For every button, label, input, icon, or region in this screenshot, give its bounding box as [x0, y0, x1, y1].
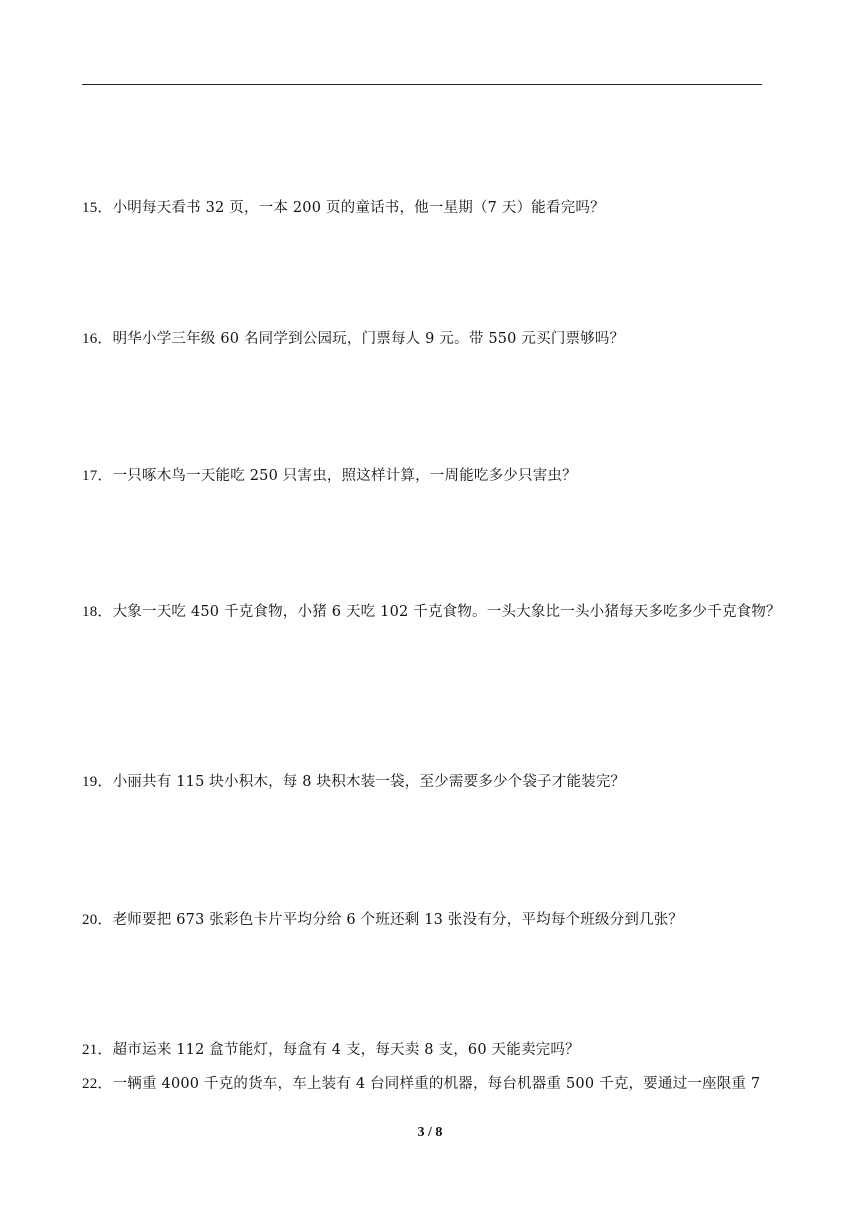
header-rule — [82, 84, 762, 85]
question-number: 16． — [82, 331, 113, 347]
question-17 — [82, 460, 782, 492]
question-text: 小丽共有 115 块小积木，每 8 块积木装一袋，至少需要多少个袋子才能装完？ — [112, 774, 626, 790]
question-number: 18． — [82, 604, 113, 620]
question-16 — [82, 323, 782, 355]
question-text: 明华小学三年级 60 名同学到公园玩，门票每人 9 元。带 550 元买门票够吗？ — [112, 331, 625, 347]
question-number: 22． — [82, 1076, 113, 1092]
question-21 — [82, 1034, 782, 1066]
question-number: 20． — [82, 912, 113, 928]
question-15 — [82, 192, 782, 224]
question-text: 小明每天看书 32 页，一本 200 页的童话书，他一星期（7 天）能看完吗？ — [112, 200, 605, 216]
question-text: 老师要把 673 张彩色卡片平均分给 6 个班还剩 13 张没有分，平均每个班级分到几张？ — [112, 912, 684, 928]
question-number: 19． — [82, 774, 113, 790]
question-20 — [82, 904, 782, 936]
question-text: 一只啄木鸟一天能吃 250 只害虫，照这样计算，一周能吃多少只害虫？ — [112, 468, 577, 484]
question-text: 超市运来 112 盒节能灯，每盒有 4 支，每天卖 8 支，60 天能卖完吗？ — [112, 1042, 580, 1058]
question-19 — [82, 766, 782, 798]
question-number: 15． — [82, 200, 113, 216]
question-22 — [82, 1068, 760, 1100]
page-indicator: 3 / 8 — [417, 1125, 443, 1140]
question-number: 17． — [82, 468, 113, 484]
question-number: 21． — [82, 1042, 113, 1058]
question-18 — [82, 596, 782, 628]
question-text: 一辆重 4000 千克的货车，车上装有 4 台同样重的机器，每台机器重 500 千克，要通过一座限重 7 — [112, 1076, 761, 1092]
question-text: 大象一天吃 450 千克食物，小猪 6 天吃 102 千克食物。一头大象比一头小猪每天多吃多少千克食物？ — [112, 604, 781, 620]
